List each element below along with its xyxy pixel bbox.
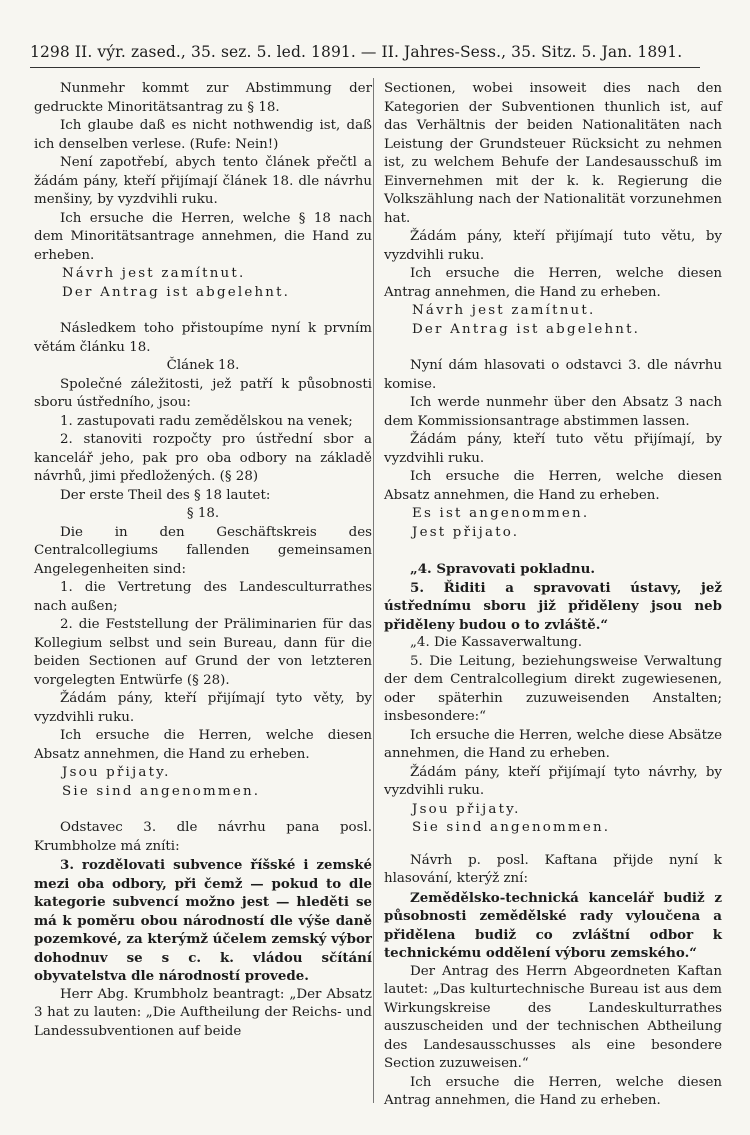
paragraph: Ich ersuche die Herren, welche diesen Antrag annehmen, die Hand zu erheben. [384, 266, 722, 300]
left-column [34, 80, 372, 1041]
paragraph: Nyní dám hlasovati o odstavci 3. dle návrhu komise. [384, 358, 722, 392]
paragraph: Není zapotřebí, abych tento článek přečtl a žádám pány, kteří přijímají článek 18. dle návrhu menšiny, by vyzdvihli ruku. [34, 155, 372, 207]
paragraph: 5. Die Leitung, beziehungsweise Verwaltung der dem Centralcollegium direkt zugewiesenen, oder späterhin zuzuweisenden Anstalten; insbesondere:“ [384, 653, 722, 724]
paragraph: 1. zastupovati radu zemědělskou na venek; [60, 413, 353, 429]
paragraph: Ich ersuche die Herren, welche diesen Absatz annehmen, die Hand zu erheben. [34, 728, 372, 762]
vote-result: Der Antrag ist abgelehnt. [62, 284, 291, 300]
paragraph: Der Antrag des Herrn Abgeordneten Kaftan lautet: „Das kulturtechnische Bureau ist aus dem Wirkungskreise des Landeskulturrathes auszuscheiden und der technischen Abtheilung des Landesausschusses als eine besondere Section zuzuweisen.“ [384, 963, 722, 1071]
vote-result: Sie sind angenommen. [62, 783, 261, 799]
header-rule [30, 67, 700, 68]
vote-result: Der Antrag ist abgelehnt. [412, 321, 641, 337]
paragraph: Ich ersuche die Herren, welche § 18 nach dem Minoritätsantrage annehmen, die Hand zu erheben. [34, 210, 372, 263]
article-heading: Článek 18. [166, 358, 240, 373]
paragraph: Nunmehr kommt zur Abstimmung der gedruckte Minoritätsantrag zu § 18. [34, 81, 372, 115]
vote-result: Es ist angenommen. [412, 506, 590, 521]
paragraph: Ich ersuche die Herren, welche diesen Antrag annehmen, die Hand zu erheben. [384, 1074, 722, 1108]
vote-result: Sie sind angenommen. [412, 820, 611, 835]
paragraph: Žádám pány, kteří přijímají tuto větu, by vyzdvihli ruku. [384, 229, 722, 263]
paragraph: Žádám pány, kteří přijímají tyto návrhy, by vyzdvihli ruku. [384, 764, 722, 798]
paragraph: Ich glaube daß es nicht nothwendig ist, daß ich denselben verlese. (Rufe: Nein!) [34, 118, 372, 152]
vote-result: Jest přijato. [412, 524, 520, 540]
vote-result: Návrh jest zamítnut. [412, 303, 596, 318]
article-heading: § 18. [186, 506, 220, 521]
proposal-text: „4. Spravovati pokladnu. [410, 561, 596, 577]
paragraph: 1. die Vertretung des Landesculturrathes nach außen; [34, 580, 372, 614]
right-column [384, 80, 722, 1111]
paragraph: Odstavec 3. dle návrhu pana posl. Krumbholze má zníti: [34, 820, 372, 854]
paragraph: Ich ersuche die Herren, welche diesen Absatz annehmen, die Hand zu erheben. [384, 469, 722, 503]
paragraph: Der erste Theil des § 18 lautet: [60, 487, 271, 503]
paragraph: Herr Abg. Krumbholz beantragt: „Der Absatz 3 hat zu lauten: „Die Auftheilung der Reichs- und Landessubventionen auf beide [34, 986, 372, 1039]
proposal-text: Zemědělsko-technická kancelář budiž z působnosti zemědělské rady vyloučena a přidělena budiž co zvláštní odbor k technickému oddělení výboru zemského.“ [384, 889, 722, 961]
paragraph: Následkem toho přistoupíme nyní k prvním větám článku 18. [34, 321, 372, 355]
paragraph: Ich werde nunmehr über den Absatz 3 nach dem Kommissionsantrage abstimmen lassen. [384, 395, 722, 429]
paragraph: Die in den Geschäftskreis des Centralcollegiums fallenden gemeinsamen Angelegenheiten sind: [34, 524, 372, 577]
paragraph: 2. stanoviti rozpočty pro ústřední sbor a kancelář jeho, pak pro oba odbory na základě návrhů, jimi předložených. (§ 28) [34, 432, 372, 484]
vote-result: Jsou přijaty. [62, 765, 171, 780]
page-header: 1298 II. výr. zased., 35. sez. 5. led. 1891. — II. Jahres-Sess., 35. Sitz. 5. Jan. 1891. [30, 43, 683, 61]
paragraph: 2. die Feststellung der Präliminarien für das Kollegium selbst und sein Bureau, dann für die beiden Sectionen auf Grund der von letzteren vorgelegten Entwürfe (§ 28). [34, 617, 372, 688]
vote-result: Jsou přijaty. [412, 801, 521, 817]
paragraph: Návrh p. posl. Kaftana přijde nyní k hlasování, kterýž zní: [384, 852, 722, 886]
paragraph: Společné záležitosti, jež patří k působnosti sboru ústředního, jsou: [34, 376, 372, 410]
vote-result: Návrh jest zamítnut. [62, 266, 246, 281]
paragraph: Žádám pány, kteří přijímají tyto věty, by vyzdvihli ruku. [34, 691, 372, 725]
proposal-text: 5. Řiditi a spravovati ústavy, jež ústřednímu sboru již přiděleny jsou neb přiděleny budou o to zvláště.“ [384, 579, 722, 633]
proposal-text: 3. rozdělovati subvence říšské i zemské mezi oba odbory, při čemž — pokud to dle kategorie subvencí možno jest — hleděti se má k poměru obou národností dle výše daně pozemkové, za kterýmž účelem zemský výbor dohodnuv se s c. k. vládou sčítání obyvatelstva dle národností provede. [34, 857, 372, 984]
paragraph: Žádám pány, kteří tuto větu přijímají, by vyzdvihli ruku. [384, 432, 722, 466]
paragraph: Sectionen, wobei insoweit dies nach den Kategorien der Subventionen thunlich ist, auf das Verhältnis der beiden Nationalitäten nach Leistung der Grundsteuer Rücksicht zu nehmen ist, zu welchem Behufe der Landesausschuß im Einvernehmen mit der k. k. Regierung die Volkszählung nach der Nationalität vorzunehmen hat. [384, 81, 722, 226]
column-divider [373, 78, 374, 1103]
paragraph: „4. Die Kassaverwaltung. [410, 635, 582, 650]
paragraph: Ich ersuche die Herren, welche diese Absätze annehmen, die Hand zu erheben. [384, 727, 722, 761]
